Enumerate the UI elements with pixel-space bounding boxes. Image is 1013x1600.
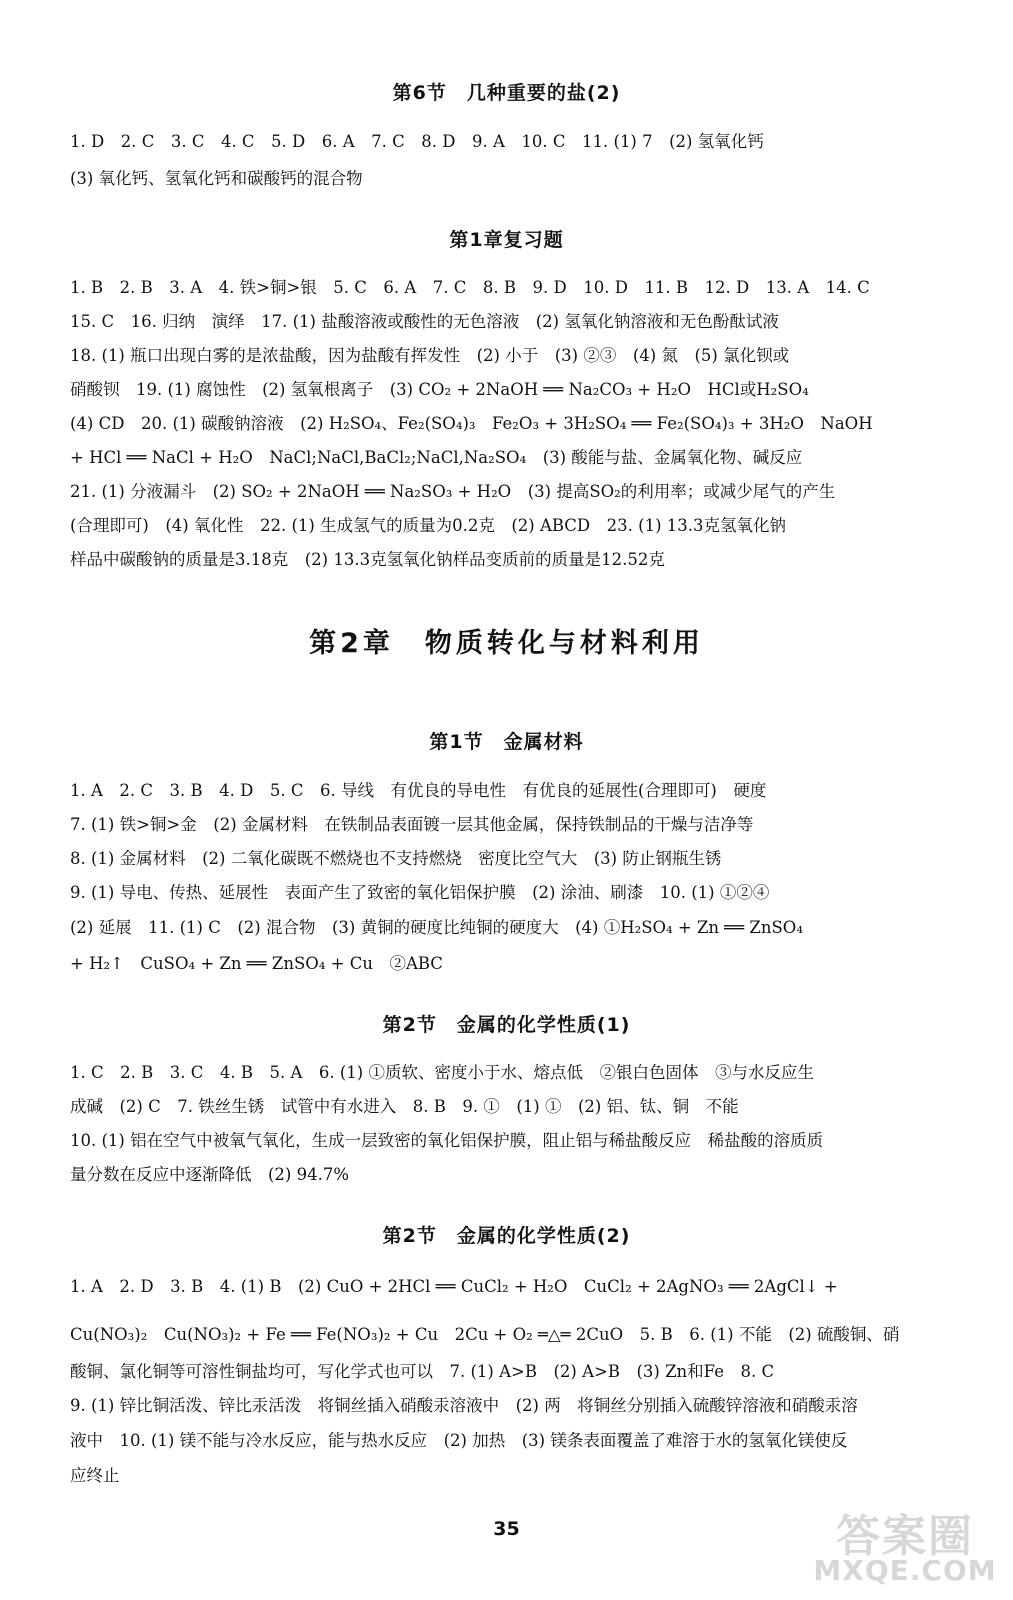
answer-line: 液中 10. (1) 镁不能与冷水反应，能与热水反应 (2) 加热 (3) 镁条表面覆盖了难溶于水的氢氧化镁使反 [70,1431,848,1450]
answer-line: 21. (1) 分液漏斗 (2) SO₂ + 2NaOH ══ Na₂SO₃ + H₂O (3) 提高SO₂的利用率；或减少尾气的产生 [70,482,836,501]
answer-line: 1. C 2. B 3. C 4. B 5. A 6. (1) ①质软、密度小于水、熔点低 ②银白色固体 ③与水反应生 [70,1063,814,1082]
watermark-url: MXQE.COM [813,1554,997,1587]
answer-line: (3) 氧化钙、氢氧化钙和碳酸钙的混合物 [70,169,363,188]
answer-line: 成碱 (2) C 7. 铁丝生锈 试管中有水进入 8. B 9. ① (1) ① (2) 铝、钛、铜 不能 [70,1097,739,1116]
answer-line: 15. C 16. 归纳 演绎 17. (1) 盐酸溶液或酸性的无色溶液 (2) 氢氧化钠溶液和无色酚酞试液 [70,312,779,331]
answer-line: 1. A 2. D 3. B 4. (1) B (2) CuO + 2HCl ══ CuCl₂ + H₂O CuCl₂ + 2AgNO₃ ══ 2AgCl↓ + [70,1277,838,1296]
answer-line: (2) 延展 11. (1) C (2) 混合物 (3) 黄铜的硬度比纯铜的硬度大 (4) ①H₂SO₄ + Zn ══ ZnSO₄ [70,918,803,937]
answer-line: 9. (1) 导电、传热、延展性 表面产生了致密的氧化铝保护膜 (2) 涂油、刷漆 10. (1) ①②④ [70,883,770,902]
answer-line: 1. A 2. C 3. B 4. D 5. C 6. 导线 有优良的导电性 有优良的延展性(合理即可) 硬度 [70,781,767,800]
section-title: 第2节 金属的化学性质(1) [382,1014,631,1036]
answer-line: 量分数在反应中逐渐降低 (2) 94.7% [70,1165,350,1184]
answer-line: 18. (1) 瓶口出现白雾的是浓盐酸，因为盐酸有挥发性 (2) 小于 (3) ②③ (4) 氮 (5) 氯化钡或 [70,346,790,365]
section-title: 第2节 金属的化学性质(2) [382,1225,631,1247]
answer-line: (4) CD 20. (1) 碳酸钠溶液 (2) H₂SO₄、Fe₂(SO₄)₃ Fe₂O₃ + 3H₂SO₄ ══ Fe₂(SO₄)₃ + 3H₂O NaOH [70,414,873,433]
answer-line: 10. (1) 铝在空气中被氧气氧化，生成一层致密的氧化铝保护膜，阻止铝与稀盐酸反应 稀盐酸的溶质质 [70,1131,824,1150]
section-title: 第1章复习题 [449,229,564,251]
answer-line: 硝酸钡 19. (1) 腐蚀性 (2) 氢氧根离子 (3) CO₂ + 2NaOH ══ Na₂CO₃ + H₂O HCl或H₂SO₄ [70,380,809,399]
answer-line: + H₂↑ CuSO₄ + Zn ══ ZnSO₄ + Cu ②ABC [70,954,443,973]
answer-line: + HCl ══ NaCl + H₂O NaCl;NaCl,BaCl₂;NaCl,Na₂SO₄ (3) 酸能与盐、金属氧化物、碱反应 [70,448,803,467]
answer-line: 应终止 [70,1466,120,1485]
section-title: 第6节 几种重要的盐(2) [392,82,621,104]
answer-line: (合理即可) (4) 氧化性 22. (1) 生成氢气的质量为0.2克 (2) ABCD 23. (1) 13.3克氢氧化钠 [70,516,786,535]
answer-line: Cu(NO₃)₂ Cu(NO₃)₂ + Fe ══ Fe(NO₃)₂ + Cu 2Cu + O₂ ═△═ 2CuO 5. B 6. (1) 不能 (2) 硫酸铜、硝 [70,1325,900,1344]
answer-line: 8. (1) 金属材料 (2) 二氧化碳既不燃烧也不支持燃烧 密度比空气大 (3) 防止钢瓶生锈 [70,849,722,868]
answer-line: 样品中碳酸钠的质量是3.18克 (2) 13.3克氢氧化钠样品变质前的质量是12.52克 [70,550,665,569]
watermark-text: 答案圈 [836,1511,974,1562]
answer-line: 1. B 2. B 3. A 4. 铁>铜>银 5. C 6. A 7. C 8. B 9. D 10. D 11. B 12. D 13. A 14. C [70,278,870,297]
watermark-logo [810,1500,1000,1595]
answer-line: 酸铜、氯化铜等可溶性铜盐均可，写化学式也可以 7. (1) A>B (2) A>B (3) Zn和Fe 8. C [70,1362,775,1381]
answer-line: 7. (1) 铁>铜>金 (2) 金属材料 在铁制品表面镀一层其他金属，保持铁制品的干燥与洁净等 [70,815,754,834]
answer-line: 1. D 2. C 3. C 4. C 5. D 6. A 7. C 8. D 9. A 10. C 11. (1) 7 (2) 氢氧化钙 [70,132,764,151]
section-title: 第1节 金属材料 [429,731,584,753]
page-number: 35 [493,1518,520,1540]
chapter-title: 第2章 物质转化与材料利用 [309,628,704,659]
answer-line: 9. (1) 锌比铜活泼、锌比汞活泼 将铜丝插入硝酸汞溶液中 (2) 两 将铜丝分别插入硫酸锌溶液和硝酸汞溶 [70,1396,858,1415]
